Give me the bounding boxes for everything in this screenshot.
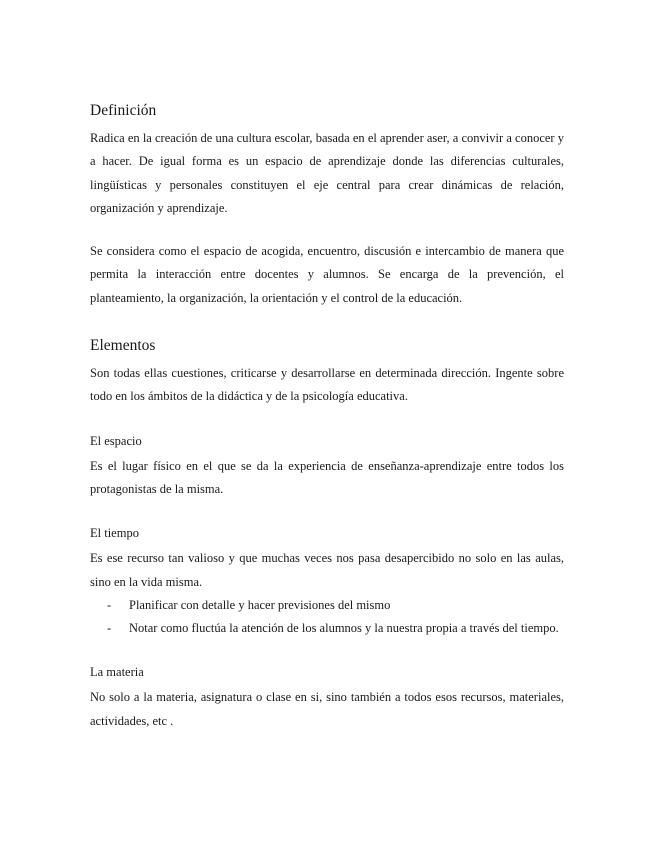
tiempo-bullet-list: [90, 594, 564, 641]
definicion-paragraph-1: Radica en la creación de una cultura escolar, basada en el aprender aser, a convivir a conocer y a hacer. De igual forma es un espacio de aprendizaje donde las diferencias culturales, lingüísticas y personales constituyen el eje central para crear dinámicas de relación, organización y aprendizaje.: [90, 131, 564, 215]
dash-bullet-icon: -: [107, 597, 112, 612]
definicion-paragraph-2: Se considera como el espacio de acogida, encuentro, discusión e intercambio de manera que permita la interacción entre docentes y alumnos. Se encarga de la prevención, el planteamiento, la organización, la orientación y el control de la educación.: [90, 244, 564, 305]
list-item-text: Notar como fluctúa la atención de los alumnos y la nuestra propia a través del tiempo.: [129, 621, 559, 636]
dash-bullet-icon: -: [107, 621, 112, 636]
heading-espacio: El espacio: [90, 433, 142, 448]
heading-materia: La materia: [90, 665, 144, 680]
materia-text: No solo a la materia, asignatura o clase en si, sino también a todos esos recursos, materiales, actividades, etc .: [90, 690, 564, 728]
subsection-espacio: [90, 432, 564, 502]
heading-tiempo: El tiempo: [90, 526, 139, 541]
elementos-intro: Son todas ellas cuestiones, criticarse y desarrollarse en determinada dirección. Ingente sobre todo en los ámbitos de la didáctica y de la psicología educativa.: [90, 366, 564, 404]
list-item: [90, 617, 564, 640]
heading-elementos: Elementos: [90, 337, 156, 355]
tiempo-text: Es ese recurso tan valioso y que muchas veces nos pasa desapercibido no solo en las aulas, sino en la vida misma.: [90, 551, 564, 589]
subsection-tiempo: [90, 524, 564, 640]
section-definicion: [90, 101, 564, 310]
section-elementos: [90, 336, 564, 733]
espacio-text: Es el lugar físico en el que se da la experiencia de enseñanza-aprendizaje entre todos los protagonistas de la misma.: [90, 458, 564, 496]
subsection-materia: [90, 663, 564, 733]
list-item-text: Planificar con detalle y hacer previsiones del mismo: [129, 597, 391, 612]
list-item: [90, 594, 564, 617]
document-page: [90, 101, 564, 733]
heading-definicion: Definición: [90, 102, 157, 119]
